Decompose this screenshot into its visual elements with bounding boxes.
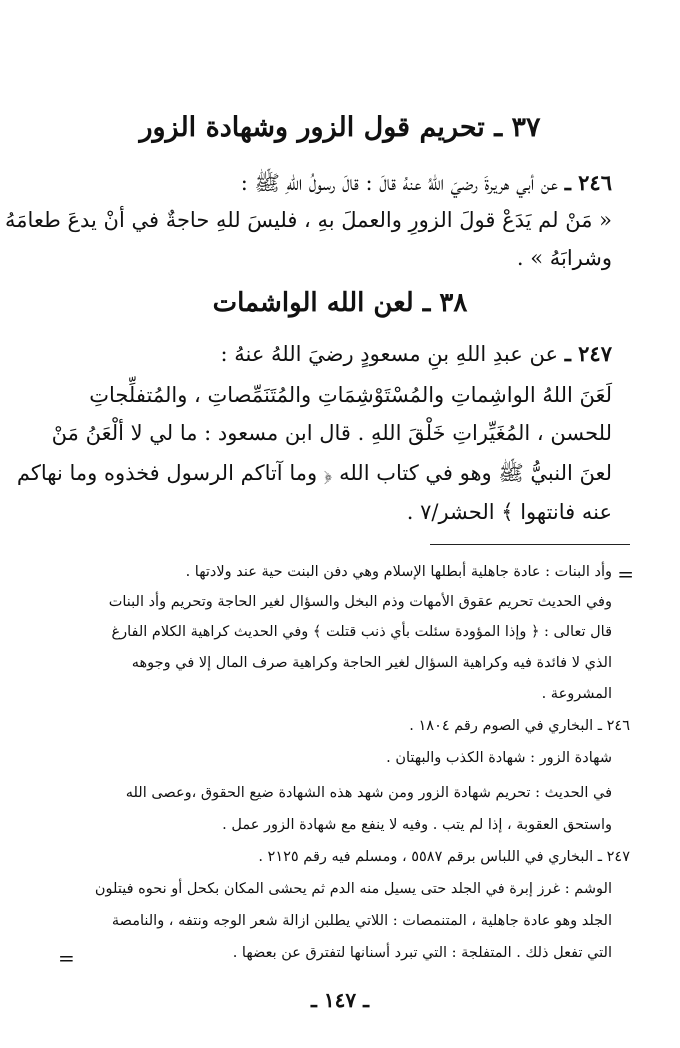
footnote-246-note: شهادة الزور : شهادة الكذب والبهتان . bbox=[386, 750, 612, 766]
footnote-247-note: التي تفعل ذلك . المتفلجة : التي تبرد أسنانها لتفترق عن بعضها . bbox=[232, 945, 612, 961]
footnote-247-note: الجلد وهو عادة جاهلية ، المتنمصات : اللاتي يطلبن ازالة شعر الوجه ونتفه ، والنامصة bbox=[111, 913, 612, 929]
hadith-246-line-2: « مَنْ لم يَدَعْ قولَ الزورِ والعملَ بهِ ، فليسَ للهِ حاجةٌ في أنْ يدعَ طعامَهُ bbox=[5, 208, 612, 232]
footnote-246-note: واستحق العقوبة ، إذا لم يتب . وفيه لا ينفع مع شهادة الزور عمل . bbox=[222, 817, 612, 833]
footnote-line: وفي الحديث تحريم عقوق الأمهات وذم البخل والسؤال لغير الحاجة وتحريم وأد البنات bbox=[108, 594, 612, 610]
hadith-247-line-4: لعنَ النبيُّ ﷺ وهو في كتاب الله ﴿ وما آتاكم الرسول فخذوه وما نهاكم bbox=[16, 461, 612, 485]
footnote-continuation-mark: = bbox=[617, 562, 634, 586]
hadith-246-narration: عن أبي هريرةَ رضيَ اللهُ عنهُ قالَ : قالَ رسولُ اللهِ ﷺ : bbox=[240, 171, 558, 195]
footnote-trailing-mark: = bbox=[58, 946, 75, 970]
hadith-246-line-3: وشرابَهُ » . bbox=[516, 246, 612, 270]
footnote-ref-246: ٢٤٦ ـ البخاري في الصوم رقم ١٨٠٤ . bbox=[409, 718, 630, 734]
hadith-247-line-1 bbox=[220, 341, 612, 366]
hadith-246-line-1 bbox=[241, 170, 612, 201]
footnote-line: الذي لا فائدة فيه وكراهية السؤال لغير الحاجة وكراهية صرف المال إلا في وجوهه bbox=[131, 655, 612, 671]
page-number: ـ ١٤٧ ـ bbox=[311, 988, 369, 1012]
footnote-line: وأد البنات : عادة جاهلية أبطلها الإسلام وهي دفن البنت حية عند ولادتها . bbox=[185, 564, 612, 580]
section-38-heading: ٣٨ ـ لعن الله الواشمات bbox=[212, 288, 468, 318]
hadith-246-number: ٢٤٦ ـ bbox=[564, 170, 612, 195]
hadith-247-line-5: عنه فانتهوا ﴾ الحشر/٧ . bbox=[406, 500, 612, 524]
footnote-line: قال تعالى : ﴿ وإذا المؤودة سئلت بأي ذنب قتلت ﴾ وفي الحديث كراهية الكلام الفارغ bbox=[111, 624, 612, 640]
hadith-247-line-3: للحسن ، المُغَيِّراتِ خَلْقَ اللهِ . قال ابن مسعود : ما لي لا ألْعَنُ مَنْ bbox=[51, 421, 612, 445]
footnote-divider bbox=[430, 544, 630, 545]
footnote-line: المشروعة . bbox=[541, 686, 612, 702]
footnote-247-note: الوشم : غرز إبرة في الجلد حتى يسيل منه الدم ثم يحشى المكان بكحل أو نحوه فيتلون bbox=[94, 881, 612, 897]
footnote-ref-247: ٢٤٧ ـ البخاري في اللباس برقم ٥٥٨٧ ، ومسلم فيه رقم ٢١٢٥ . bbox=[258, 849, 630, 865]
section-37-heading: ٣٧ ـ تحريم قول الزور وشهادة الزور bbox=[139, 112, 541, 143]
footnote-246-note: في الحديث : تحريم شهادة الزور ومن شهد هذه الشهادة ضيع الحقوق ،وعصى الله bbox=[125, 785, 612, 801]
hadith-247-number: ٢٤٧ ـ bbox=[564, 341, 612, 366]
hadith-247-narration: عن عبدِ اللهِ بنِ مسعودٍ رضيَ اللهُ عنهُ : bbox=[220, 342, 558, 366]
hadith-247-line-2: لَعَنَ اللهُ الواشِماتِ والمُسْتَوْشِمَاتِ والمُتَنَمِّصاتِ ، والمُتفلِّجاتِ bbox=[89, 383, 612, 407]
